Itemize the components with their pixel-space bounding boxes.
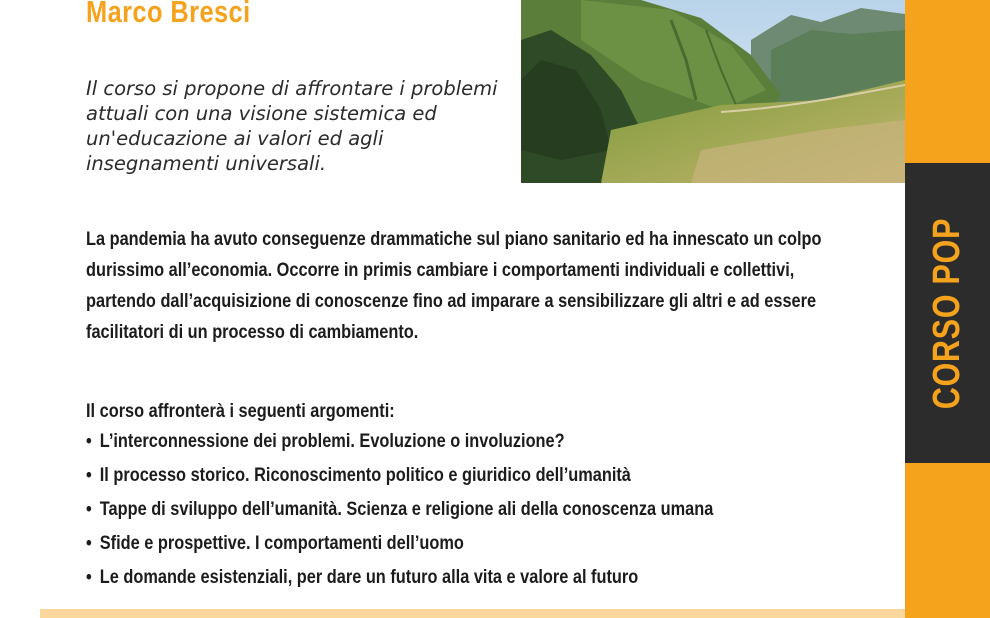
bullet-icon: • bbox=[86, 499, 92, 520]
topics-list bbox=[86, 425, 843, 595]
footer-bar bbox=[40, 609, 905, 618]
topic-text: Il processo storico. Riconoscimento politico e giuridico dell’umanità bbox=[99, 465, 631, 486]
author-name: Marco Bresci bbox=[86, 0, 251, 29]
sidebar-accent-bottom bbox=[905, 463, 990, 618]
topics-heading: Il corso affronterà i seguenti argomenti: bbox=[86, 401, 395, 422]
sidebar-accent-top bbox=[905, 0, 990, 163]
mountain-photo bbox=[521, 0, 905, 183]
topic-text: Sfide e prospettive. I comportamenti dell’uomo bbox=[99, 533, 464, 554]
list-item bbox=[86, 459, 843, 493]
course-intro: Il corso si propone di affrontare i problemi attuali con una visione sistemica ed un'educazione ai valori ed agli insegnamenti universali. bbox=[86, 77, 498, 175]
bullet-icon: • bbox=[86, 533, 92, 554]
list-item bbox=[86, 527, 843, 561]
topic-text: Le domande esistenziali, per dare un futuro alla vita e valore al futuro bbox=[99, 567, 639, 588]
bullet-icon: • bbox=[86, 431, 92, 452]
course-type-text: CORSO POP bbox=[926, 217, 968, 409]
topic-text: L’interconnessione dei problemi. Evoluzione o involuzione? bbox=[99, 431, 565, 452]
bullet-icon: • bbox=[86, 567, 92, 588]
list-item bbox=[86, 561, 843, 595]
topic-text: Tappe di sviluppo dell’umanità. Scienza e religione ali della conoscenza umana bbox=[99, 499, 714, 520]
course-description: La pandemia ha avuto conseguenze drammatiche sul piano sanitario ed ha innescato un colpo durissimo all’economia. Occorre in primis cambiare i comportamenti individuali e collettivi, partendo dall’acquisizione di conoscenze fino ad imparare a sensibilizzare gli altri e ad essere facilitatori di un processo di cambiamento. bbox=[86, 229, 822, 343]
list-item bbox=[86, 493, 843, 527]
list-item bbox=[86, 425, 843, 459]
bullet-icon: • bbox=[86, 465, 92, 486]
course-type-label bbox=[905, 163, 990, 463]
